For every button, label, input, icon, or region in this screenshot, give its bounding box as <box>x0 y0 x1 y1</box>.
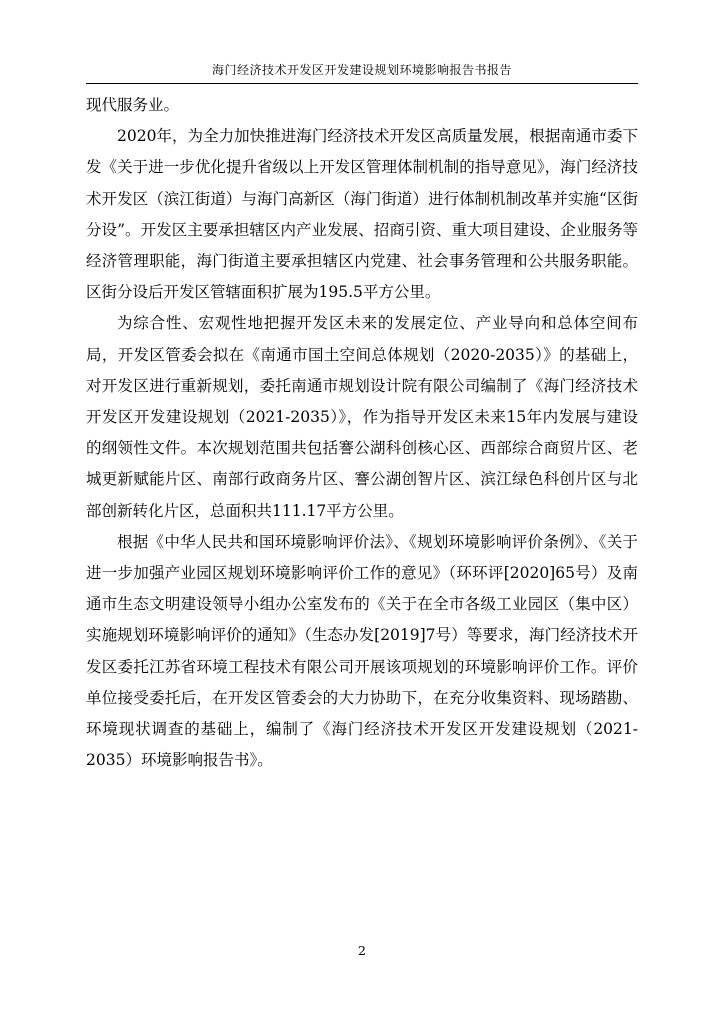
page-number: 2 <box>358 943 366 958</box>
header-divider <box>86 83 638 84</box>
paragraph-district-reform: 2020年，为全力加快推进海门经济技术开发区高质量发展，根据南通市委下发《关于进一步优化提升省级以上开发区管理体制机制的指导意见》，海门经济技术开发区（滨江街道）与海门高新区（海门街道）进行体制机制改革并实施“区街分设”。开发区主要承担辖区内产业发展、招商引资、重大项目建设、企业服务等经济管理职能，海门街道主要承担辖区内党建、社会事务管理和公共服务职能。区街分设后开发区管辖面积扩展为195.5平方公里。 <box>86 127 638 302</box>
paragraph-continuation: 现代服务业。 <box>86 96 180 114</box>
paragraph-planning-scope: 为综合性、宏观性地把握开发区未来的发展定位、产业导向和总体空间布局，开发区管委会拟在《南通市国土空间总体规划（2020-2035）》的基础上，对开发区进行重新规划，委托南通市规划设计院有限公司编制了《海门经济技术开发区开发建设规划（2021-2035）》，作为指导开发区未来15年内发展与建设的纲领性文件。本次规划范围共包括謇公湖科创核心区、西部综合商贸片区、老城更新赋能片区、南部行政商务片区、謇公湖创智片区、滨江绿色科创片区与北部创新转化片区，总面积共111.17平方公里。 <box>86 314 638 520</box>
running-header: 海门经济技术开发区开发建设规划环境影响报告书报告 <box>211 63 512 77</box>
document-body <box>86 90 638 776</box>
paragraph-eia-basis: 根据《中华人民共和国环境影响评价法》、《规划环境影响评价条例》、《关于进一步加强产业园区规划环境影响评价工作的意见》（环环评[2020]65号）及南通市生态文明建设领导小组办公室发布的《关于在全市各级工业园区（集中区）实施规划环境影响评价的通知》（生态办发[2019]7号）等要求，海门经济技术开发区委托江苏省环境工程技术有限公司开展该项规划的环境影响评价工作。评价单位接受委托后，在开发区管委会的大力协助下，在充分收集资料、现场踏勘、环境现状调查的基础上，编制了《海门经济技术开发区开发建设规划（2021-2035）环境影响报告书》。 <box>86 532 638 770</box>
